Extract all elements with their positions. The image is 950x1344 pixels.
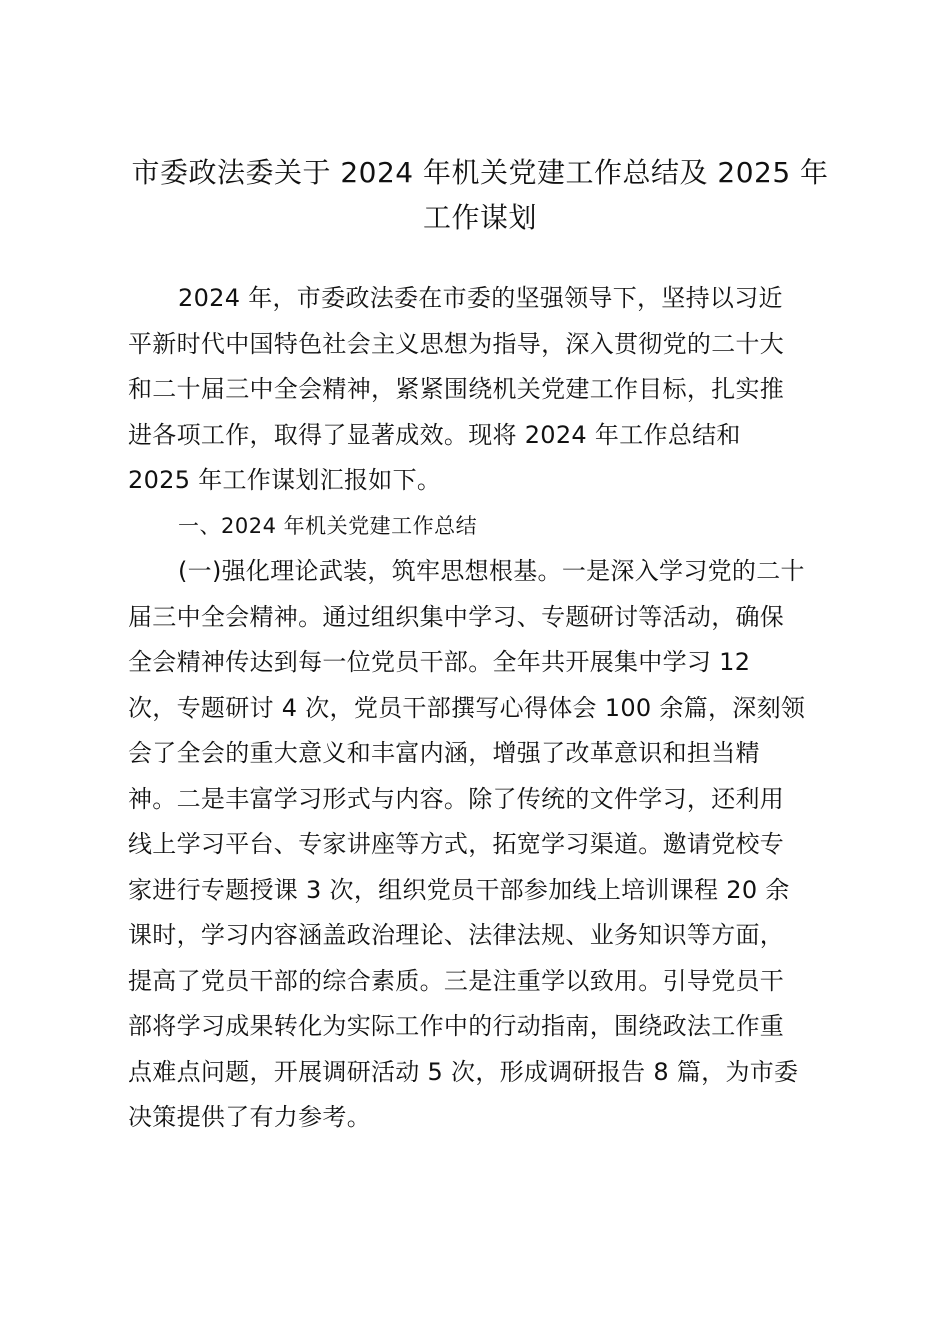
section1-line: (一)强化理论武装，筑牢思想根基。一是深入学习党的二十	[178, 557, 805, 585]
section-heading: 一、2024 年机关党建工作总结	[178, 513, 478, 538]
section1-line: 部将学习成果转化为实际工作中的行动指南，围绕政法工作重	[128, 1012, 785, 1040]
section1-line: 点难点问题，开展调研活动 5 次，形成调研报告 8 篇，为市委	[128, 1057, 799, 1086]
intro-line: 平新时代中国特色社会主义思想为指导，深入贯彻党的二十大	[128, 329, 785, 358]
title-line-1: 市委政法委关于 2024 年机关党建工作总结及 2025 年	[131, 156, 829, 189]
document-title	[120, 150, 840, 240]
section1-line: 提高了党员干部的综合素质。三是注重学以致用。引导党员干	[128, 966, 785, 995]
section1-line: 神。二是丰富学习形式与内容。除了传统的文件学习，还利用	[128, 784, 785, 813]
intro-line: 2024 年，市委政法委在市委的坚强领导下，坚持以习近	[178, 284, 783, 312]
section1-line: 届三中全会精神。通过组织集中学习、专题研讨等活动，确保	[128, 602, 785, 631]
intro-line: 2025 年工作谋划汇报如下。	[128, 466, 442, 494]
intro-line: 进各项工作，取得了显著成效。现将 2024 年工作总结和	[128, 420, 741, 449]
section1-line: 决策提供了有力参考。	[128, 1103, 371, 1131]
section1-paragraph	[128, 549, 828, 1141]
intro-line: 和二十届三中全会精神，紧紧围绕机关党建工作目标，扎实推	[128, 375, 785, 403]
section1-line: 全会精神传达到每一位党员干部。全年共开展集中学习 12	[128, 648, 751, 676]
title-line-2: 工作谋划	[422, 201, 537, 234]
section1-line: 线上学习平台、专家讲座等方式，拓宽学习渠道。邀请党校专	[128, 830, 785, 858]
section1-line: 家进行专题授课 3 次，组织党员干部参加线上培训课程 20 余	[128, 875, 790, 904]
section1-line: 课时，学习内容涵盖政治理论、法律法规、业务知识等方面，	[128, 921, 785, 949]
section1-line: 次，专题研讨 4 次，党员干部撰写心得体会 100 余篇，深刻领	[128, 693, 806, 722]
section1-line: 会了全会的重大意义和丰富内涵，增强了改革意识和担当精	[128, 739, 760, 767]
intro-paragraph	[128, 276, 828, 504]
document-body	[128, 276, 828, 1141]
